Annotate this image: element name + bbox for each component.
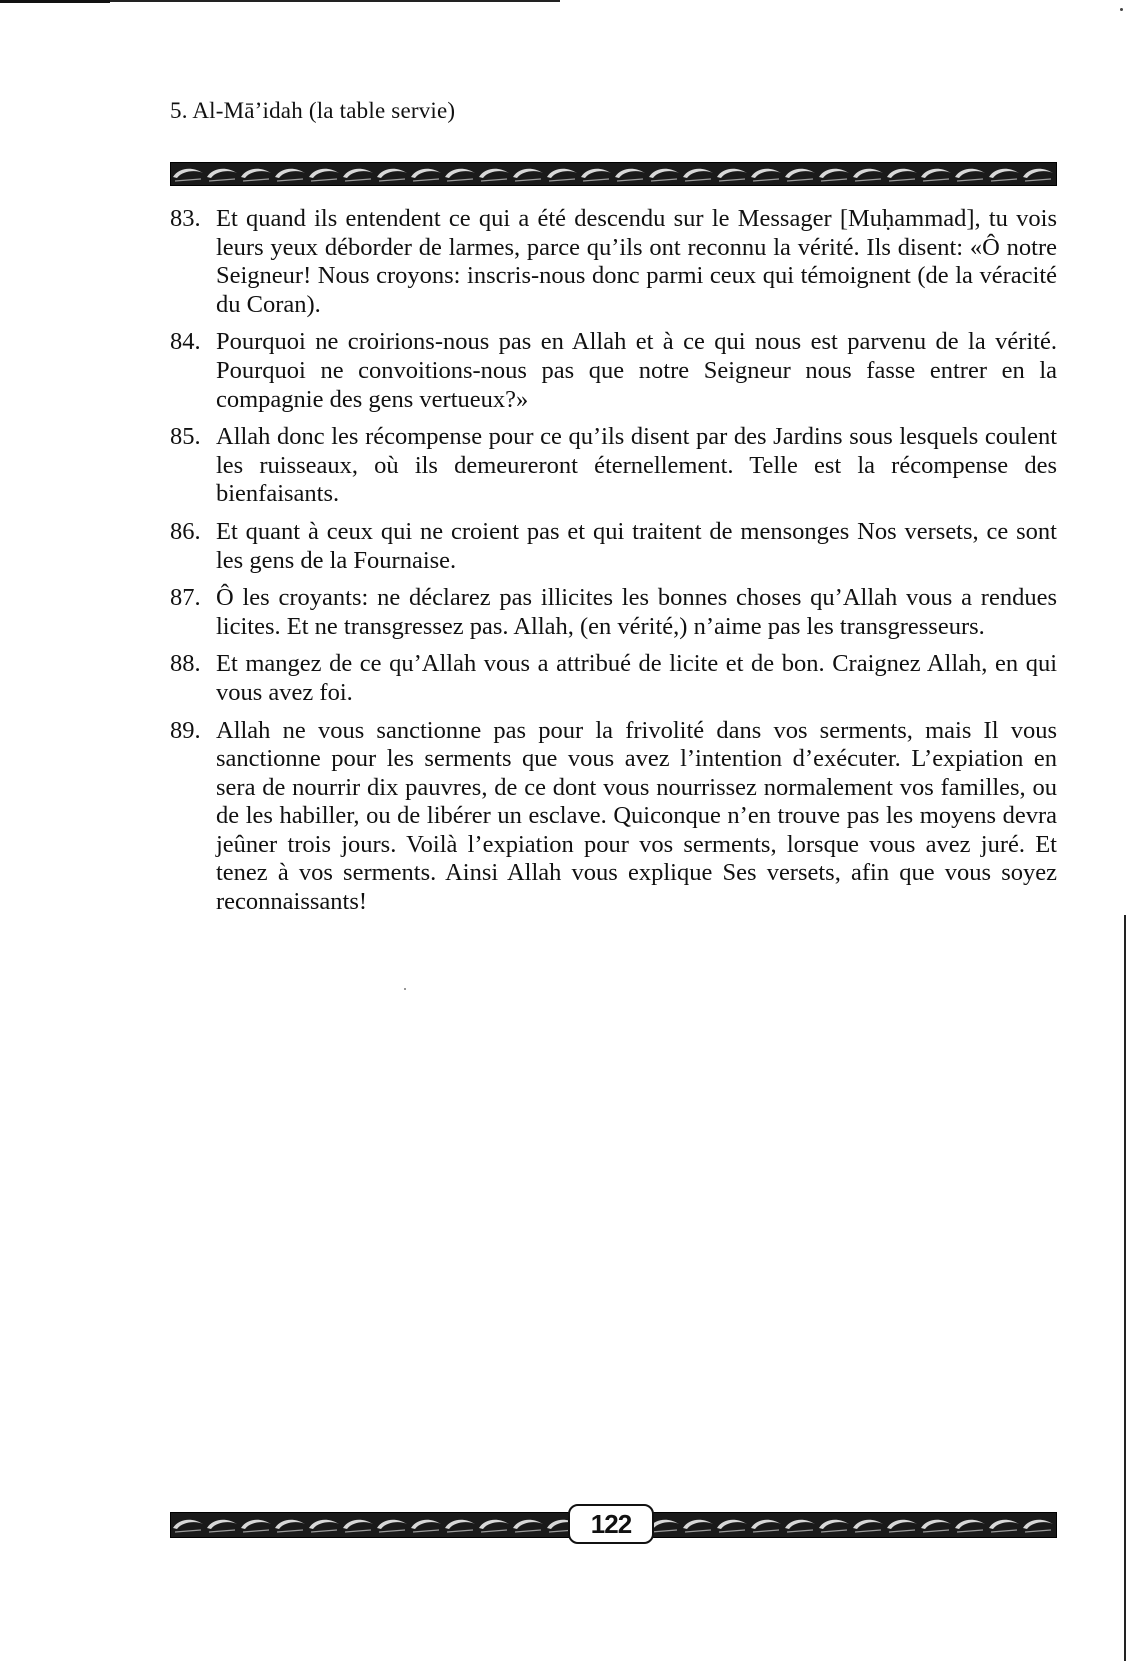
- ornament-pattern: [171, 163, 1056, 185]
- verse-number: 85.: [170, 423, 201, 451]
- scan-speck: [404, 988, 406, 990]
- verse-text: Allah ne vous sanctionne pas pour la frivolité dans vos serments, mais Il vous sanctionne pour les serments que vous avez l’intention d’exécuter. L’expiation en sera de nourrir dix pauvres, de ce dont vous nourrissez normalement vos familles, ou de les habiller, ou de libérer un esclave. Quiconque n’en trouve pas les moyens devra jeûner trois jours. Voilà l’expiation pour vos serments, lorsque vous avez juré. Et tenez à vos serments. Ainsi Allah vous explique Ses versets, afin que vous soyez reconnaissants!: [216, 716, 1057, 916]
- verse-85: [170, 423, 1057, 509]
- running-header: 5. Al-Mā’idah (la table servie): [170, 98, 456, 123]
- verse-89: [170, 717, 1057, 917]
- verse-88: [170, 650, 1057, 707]
- page-number-cartouche: [568, 1504, 654, 1544]
- verse-number: 84.: [170, 328, 201, 356]
- verse-83: [170, 205, 1057, 319]
- verse-number: 83.: [170, 205, 201, 232]
- verse-text: Ô les croyants: ne déclarez pas illicites les bonnes choses qu’Allah vous a rendues licites. Et ne transgressez pas. Allah, (en vérité,) n’aime pas les transgresseurs.: [216, 584, 1057, 640]
- verse-text: Allah donc les récompense pour ce qu’ils disent par des Jardins sous lesquels coulent les ruisseaux, où ils demeureront éternellement. Telle est la récompense des bienfaisants.: [216, 423, 1057, 508]
- verse-number: 88.: [170, 650, 201, 678]
- verse-text: Et quand ils entendent ce qui a été descendu sur le Messager [Muḥammad], tu vois leurs yeux déborder de larmes, parce qu’ils ont reconnu la vérité. Ils disent: «Ô notre Seigneur! Nous croyons: inscris-nous donc parmi ceux qui témoignent (de la véracité du Coran).: [216, 205, 1057, 318]
- verse-number: 86.: [170, 517, 201, 545]
- verse-87: [170, 584, 1057, 641]
- verse-number: 87.: [170, 584, 201, 612]
- verse-number: 89.: [170, 716, 201, 744]
- verse-text: Pourquoi ne croirions-nous pas en Allah et à ce qui nous est parvenu de la vérité. Pourquoi ne convoitions-nous pas que notre Seigneur nous fasse entrer en la compagnie des gens vertueux?»: [216, 328, 1057, 413]
- page-edge-line: [1124, 915, 1126, 1661]
- verse-text: Et mangez de ce qu’Allah vous a attribué de licite et de bon. Craignez Allah, en qui vous avez foi.: [216, 650, 1057, 706]
- verse-86: [170, 518, 1057, 575]
- verse-list: [170, 205, 1057, 926]
- top-scan-rule-thick: [0, 0, 110, 3]
- scan-speck: [1120, 8, 1123, 11]
- verse-84: [170, 328, 1057, 414]
- top-ornament-band: [170, 162, 1057, 186]
- page-number: 122: [590, 1508, 632, 1539]
- verse-text: Et quant à ceux qui ne croient pas et qui traitent de mensonges Nos versets, ce sont les gens de la Fournaise.: [216, 517, 1057, 574]
